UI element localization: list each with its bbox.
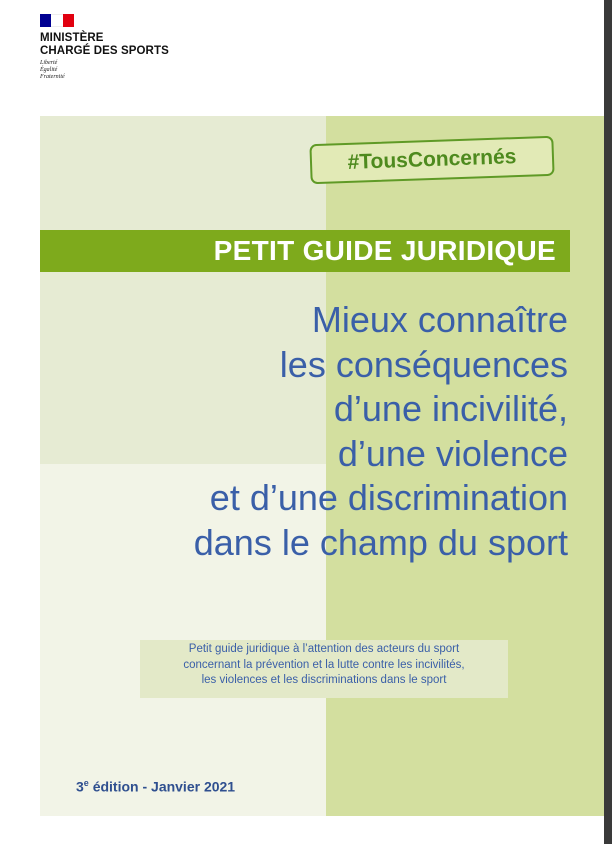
hashtag-text: #TousConcernés	[347, 145, 517, 174]
main-title: Mieux connaître les conséquences d’une incivilité, d’une violence et d’une discrimination dans le champ du sport	[193, 299, 568, 563]
ministry-name: MINISTÈRE CHARGÉ DES SPORTS	[40, 32, 169, 57]
ministry-header	[40, 14, 169, 81]
guide-title: PETIT GUIDE JURIDIQUE	[213, 235, 556, 266]
edition-label: 3e édition - Janvier 2021	[76, 778, 236, 795]
description-box: Petit guide juridique à l’attention des acteurs du sport concernant la prévention et la lutte contre les incivilités, les violences et les discriminations dans le sport	[140, 640, 508, 698]
hashtag-badge	[309, 136, 554, 184]
french-flag-logo	[40, 14, 74, 27]
page-edge	[604, 0, 612, 844]
republic-motto: Liberté Égalité Fraternité	[40, 60, 65, 80]
guide-title-band	[40, 230, 570, 272]
